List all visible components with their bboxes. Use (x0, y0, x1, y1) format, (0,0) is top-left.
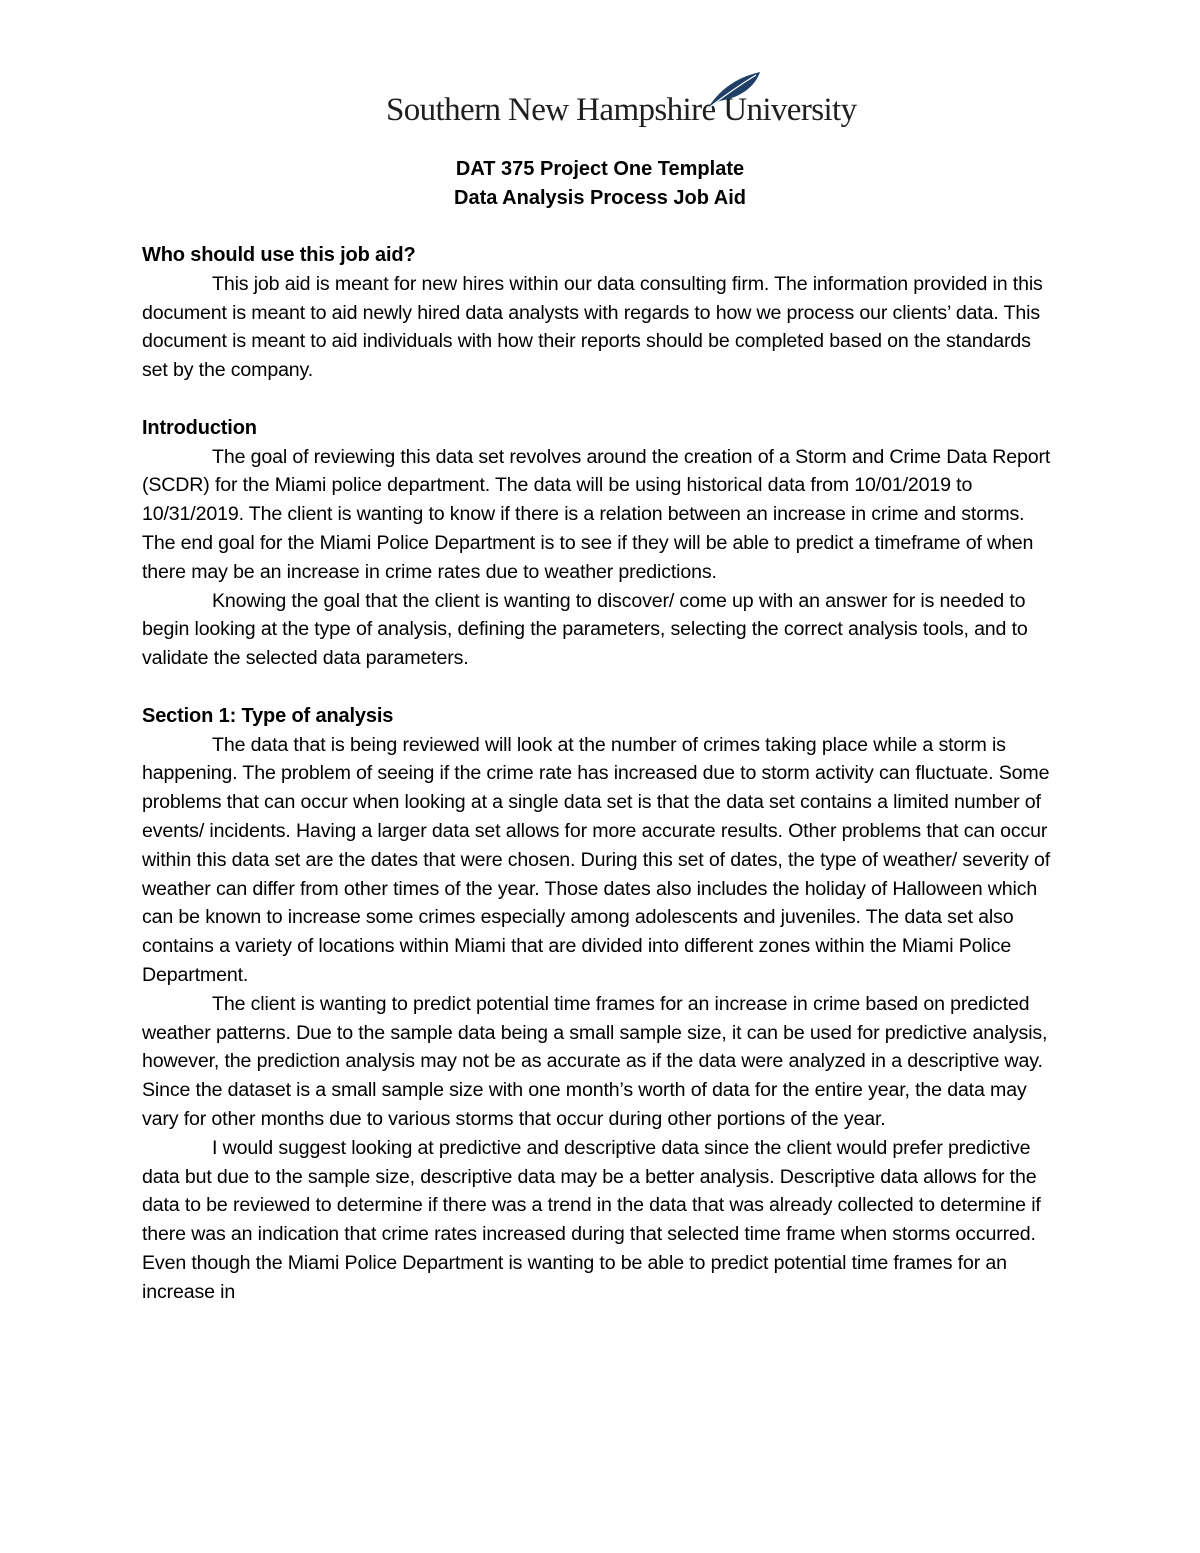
university-name: Southern New Hampshire University (386, 92, 857, 128)
spacer (142, 673, 1060, 702)
paragraph: The client is wanting to predict potential time frames for an increase in crime based on predicted weather patterns. Due to the sample data being a small sample size, it can be used for predictive analysis, however, the prediction analysis may not be as accurate as if the data were analyzed in a descriptive way. Since the dataset is a small sample size with one month’s worth of data for the entire year, the data may vary for other months due to various storms that occur during other portions of the year. (142, 992, 1048, 1130)
university-logo (386, 70, 857, 136)
paragraph: I would suggest looking at predictive and descriptive data since the client would prefer predictive data but due to the sample size, descriptive data may be a better analysis. Descriptive data allows for the data to be reviewed to determine if there was a trend in the data that was already collected to determine if there was an indication that crime rates increased during that selected time frame when storms occurred. Even though the Miami Police Department is wanting to be able to predict potential time frames for an increase in (142, 1136, 1041, 1303)
paragraph: Knowing the goal that the client is wanting to discover/ come up with an answer for is needed to begin looking at the type of analysis, defining the parameters, selecting the correct analysis tools, and to validate the selected data parameters. (142, 589, 1028, 670)
section-heading-who: Who should use this job aid? (142, 244, 416, 266)
section-heading-introduction: Introduction (142, 416, 257, 439)
leaf-icon (704, 70, 764, 110)
paragraph: The goal of reviewing this data set revolves around the creation of a Storm and Crime Data Report (SCDR) for the Miami police department. The data will be using historical data from 10/01/2019 to 10/31/2019. The client is wanting to know if there is a relation between an increase in crime and storms. The end goal for the Miami Police Department is to see if they will be able to predict a timeframe of when there may be an increase in crime rates due to weather predictions. (142, 445, 1051, 583)
section-heading-type-of-analysis: Section 1: Type of analysis (142, 704, 394, 727)
paragraph: The data that is being reviewed will look at the number of crimes taking place while a storm is happening. The problem of seeing if the crime rate has increased due to storm activity can fluctuate. Some problems that can occur when looking at a single data set is that the data set contains a limited number of events/ incidents. Having a larger data set allows for more accurate results. Other problems that can occur within this data set are the dates that were chosen. During this set of dates, the type of weather/ severity of weather can differ from other times of the year. Those dates also includes the holiday of Halloween which can be known to increase some crimes especially among adolescents and juveniles. The data set also contains a variety of locations within Miami that are divided into different zones within the Miami Police Department. (142, 733, 1051, 986)
document-body (142, 241, 1060, 1306)
spacer (142, 385, 1060, 414)
title-line-2: Data Analysis Process Job Aid (454, 187, 746, 209)
title-line-1: DAT 375 Project One Template (455, 158, 745, 180)
paragraph: This job aid is meant for new hires within our data consulting firm. The information provided in this document is meant to aid newly hired data analysts with regards to how we process our clients’ data. This document is meant to aid individuals with how their reports should be completed based on the standards set by the company. (142, 272, 1043, 382)
document-title (0, 155, 1200, 213)
